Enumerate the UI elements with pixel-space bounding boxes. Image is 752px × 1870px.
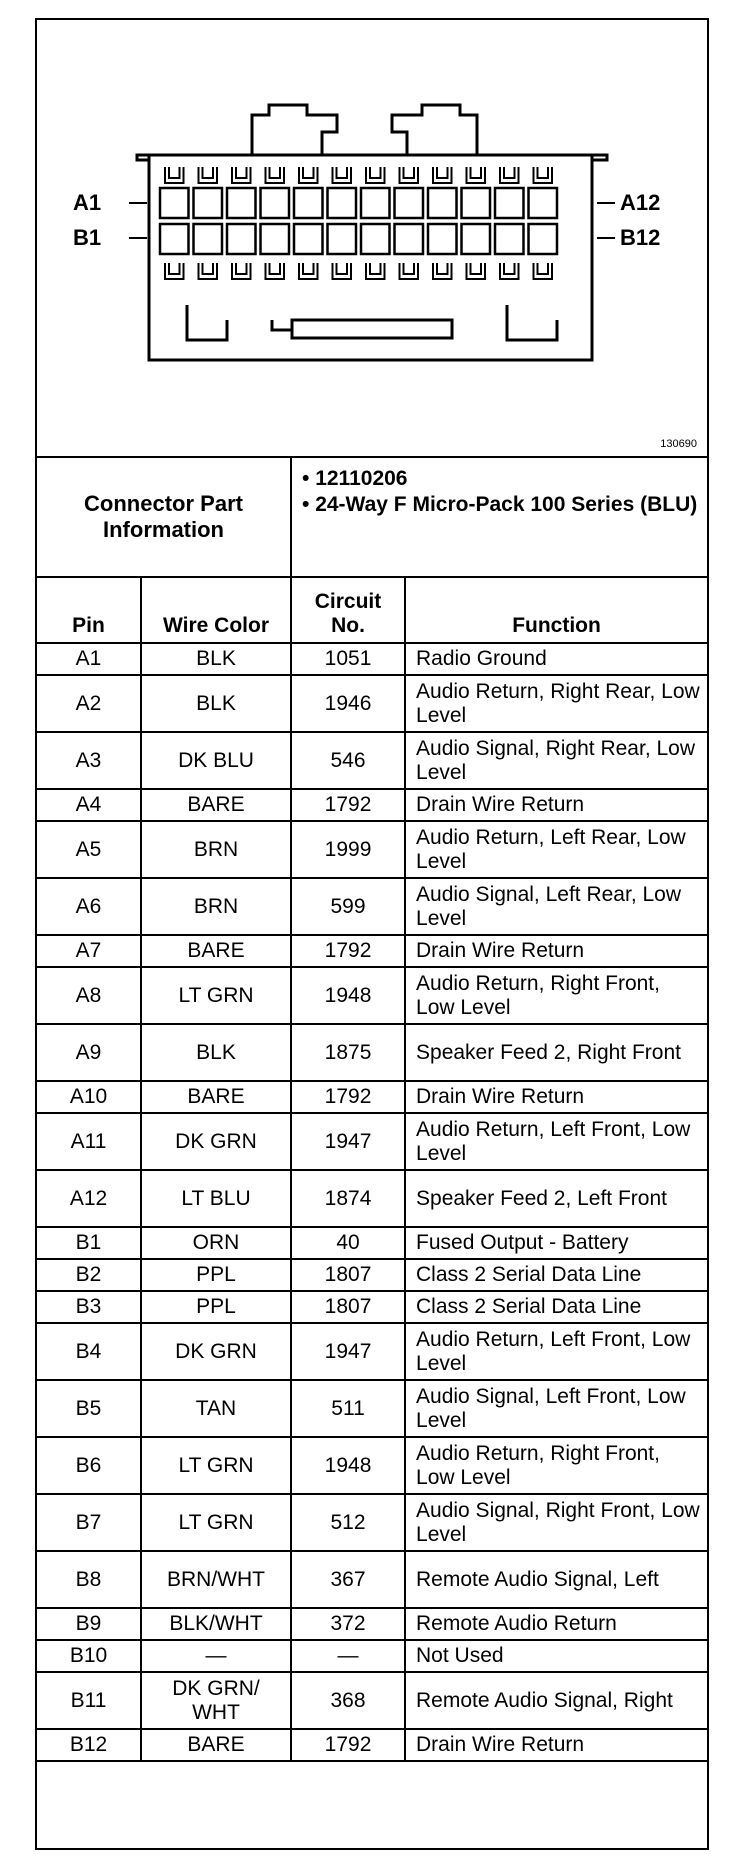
terminal-tooth-bottom: [165, 263, 184, 279]
cell-circuit: 1947: [291, 1323, 405, 1380]
terminal-tooth-bottom: [433, 263, 452, 279]
cell-function: Audio Return, Right Front, Low Level: [405, 967, 707, 1024]
cavity-b: [462, 224, 491, 254]
terminal-tooth-top: [333, 167, 352, 183]
figure-number: 130690: [660, 438, 697, 450]
table-row: [37, 821, 707, 878]
cavity-a: [361, 188, 390, 218]
terminal-tooth-top: [165, 167, 184, 183]
cell-function: Drain Wire Return: [405, 1081, 707, 1113]
cell-function: Audio Return, Left Rear, Low Level: [405, 821, 707, 878]
cell-function: Class 2 Serial Data Line: [405, 1259, 707, 1291]
cell-function: Drain Wire Return: [405, 789, 707, 821]
cell-function: Audio Signal, Left Front, Low Level: [405, 1380, 707, 1437]
table-row: [37, 878, 707, 935]
cell-wire-color: BRN: [141, 878, 291, 935]
cell-circuit: 599: [291, 878, 405, 935]
cavity-a: [294, 188, 323, 218]
cell-wire-color: BARE: [141, 789, 291, 821]
cell-wire-color: —: [141, 1640, 291, 1672]
table-row: [37, 1494, 707, 1551]
cell-function: Remote Audio Signal, Left: [405, 1551, 707, 1608]
table-row: [37, 1323, 707, 1380]
cell-pin: A6: [37, 878, 141, 935]
table-row: [37, 1380, 707, 1437]
terminal-tooth-bottom: [299, 263, 318, 279]
cell-function: Audio Return, Right Rear, Low Level: [405, 675, 707, 732]
table-row: [37, 1259, 707, 1291]
cell-circuit: 368: [291, 1672, 405, 1729]
cell-wire-color: BARE: [141, 935, 291, 967]
terminal-tooth-top: [500, 167, 519, 183]
cavity-a: [462, 188, 491, 218]
terminal-tooth-bottom: [534, 263, 553, 279]
table-row: [37, 732, 707, 789]
cell-circuit: 1947: [291, 1113, 405, 1170]
terminal-tooth-top: [366, 167, 385, 183]
cell-pin: A8: [37, 967, 141, 1024]
cell-function: Remote Audio Return: [405, 1608, 707, 1640]
cell-wire-color: BRN/WHT: [141, 1551, 291, 1608]
cell-wire-color: LT GRN: [141, 967, 291, 1024]
cell-function: Audio Signal, Left Rear, Low Level: [405, 878, 707, 935]
cell-wire-color: BLK/WHT: [141, 1608, 291, 1640]
cell-wire-color: BLK: [141, 1024, 291, 1081]
cell-wire-color: BLK: [141, 675, 291, 732]
terminal-tooth-bottom: [333, 263, 352, 279]
cell-function: Speaker Feed 2, Left Front: [405, 1170, 707, 1227]
cavity-b: [227, 224, 256, 254]
terminal-tooth-top: [266, 167, 285, 183]
cavity-b: [428, 224, 457, 254]
cavity-b: [294, 224, 323, 254]
cell-pin: B5: [37, 1380, 141, 1437]
cell-pin: B10: [37, 1640, 141, 1672]
connector-info-item: • 12110206: [302, 467, 408, 490]
terminal-tooth-bottom: [232, 263, 251, 279]
connector-info-list: [291, 457, 707, 577]
cell-pin: A3: [37, 732, 141, 789]
cell-circuit: 511: [291, 1380, 405, 1437]
cell-wire-color: BLK: [141, 643, 291, 675]
connector-info-title-line1: Connector Part: [84, 491, 243, 516]
cell-function: Audio Signal, Right Rear, Low Level: [405, 732, 707, 789]
table-row: [37, 1729, 707, 1761]
cell-circuit: 512: [291, 1494, 405, 1551]
connector-sheet: [35, 18, 709, 1850]
cell-pin: B1: [37, 1227, 141, 1259]
cell-circuit: 546: [291, 732, 405, 789]
terminal-tooth-top: [433, 167, 452, 183]
connector-info-title-line2: Information: [103, 517, 224, 542]
cavity-b: [495, 224, 524, 254]
table-row: [37, 1227, 707, 1259]
cell-function: Class 2 Serial Data Line: [405, 1291, 707, 1323]
cell-function: Fused Output - Battery: [405, 1227, 707, 1259]
cavity-a: [328, 188, 357, 218]
connector-info-row: [37, 457, 707, 577]
cavity-b: [261, 224, 290, 254]
table-row: [37, 1081, 707, 1113]
cell-function: Drain Wire Return: [405, 1729, 707, 1761]
cell-function: Audio Return, Right Front, Low Level: [405, 1437, 707, 1494]
cell-wire-color: BARE: [141, 1729, 291, 1761]
connector-info-title: [37, 457, 291, 577]
connector-info-item: • 24-Way F Micro-Pack 100 Series (BLU): [302, 493, 698, 516]
pin-label-b1: B1: [73, 225, 102, 250]
table-row: [37, 967, 707, 1024]
cell-pin: B11: [37, 1672, 141, 1729]
table-row: [37, 1551, 707, 1608]
cavity-a: [160, 188, 189, 218]
cell-wire-color: PPL: [141, 1291, 291, 1323]
header-circuit: Circuit No.: [291, 577, 405, 643]
cell-circuit: 1807: [291, 1259, 405, 1291]
cell-function: Audio Return, Left Front, Low Level: [405, 1323, 707, 1380]
cavity-b: [529, 224, 558, 254]
cell-circuit: 1948: [291, 1437, 405, 1494]
table-row: [37, 1640, 707, 1672]
cell-function: Speaker Feed 2, Right Front: [405, 1024, 707, 1081]
cell-circuit: 1792: [291, 935, 405, 967]
cell-pin: B9: [37, 1608, 141, 1640]
cavity-a: [194, 188, 223, 218]
cell-pin: A7: [37, 935, 141, 967]
cell-function: Not Used: [405, 1640, 707, 1672]
cell-circuit: 1807: [291, 1291, 405, 1323]
cell-circuit: 372: [291, 1608, 405, 1640]
cell-function: Audio Signal, Right Front, Low Level: [405, 1494, 707, 1551]
terminal-tooth-bottom: [400, 263, 419, 279]
cavity-b: [395, 224, 424, 254]
terminal-tooth-bottom: [366, 263, 385, 279]
cell-pin: B8: [37, 1551, 141, 1608]
cavity-b: [160, 224, 189, 254]
cavity-a: [428, 188, 457, 218]
cell-pin: B7: [37, 1494, 141, 1551]
header-pin: Pin: [37, 577, 141, 643]
pin-label-b12: B12: [620, 225, 661, 250]
terminal-tooth-bottom: [266, 263, 285, 279]
cell-wire-color: DK GRN/ WHT: [141, 1672, 291, 1729]
cavity-a: [529, 188, 558, 218]
cavity-a: [227, 188, 256, 218]
connector-diagram: [37, 20, 707, 458]
table-row: [37, 789, 707, 821]
cell-wire-color: DK BLU: [141, 732, 291, 789]
cell-pin: A5: [37, 821, 141, 878]
pinout-table: [37, 456, 707, 1762]
terminal-tooth-top: [534, 167, 553, 183]
cell-pin: B12: [37, 1729, 141, 1761]
cell-pin: A2: [37, 675, 141, 732]
cavity-a: [261, 188, 290, 218]
table-header-row: [37, 577, 707, 643]
terminal-tooth-top: [299, 167, 318, 183]
table-row: [37, 643, 707, 675]
cell-wire-color: TAN: [141, 1380, 291, 1437]
terminal-tooth-bottom: [199, 263, 218, 279]
cell-circuit: 1875: [291, 1024, 405, 1081]
cavity-b: [328, 224, 357, 254]
table-row: [37, 935, 707, 967]
cell-circuit: 1792: [291, 789, 405, 821]
pin-label-a1: A1: [73, 190, 102, 215]
header-wire-color: Wire Color: [141, 577, 291, 643]
cell-circuit: 367: [291, 1551, 405, 1608]
cell-function: Audio Return, Left Front, Low Level: [405, 1113, 707, 1170]
cell-wire-color: LT GRN: [141, 1437, 291, 1494]
cell-circuit: 1999: [291, 821, 405, 878]
table-row: [37, 1437, 707, 1494]
cell-pin: B3: [37, 1291, 141, 1323]
table-row: [37, 1291, 707, 1323]
cell-pin: A1: [37, 643, 141, 675]
cell-wire-color: BRN: [141, 821, 291, 878]
cell-circuit: —: [291, 1640, 405, 1672]
cavity-a: [395, 188, 424, 218]
table-row: [37, 1024, 707, 1081]
cell-pin: B6: [37, 1437, 141, 1494]
terminal-tooth-top: [467, 167, 486, 183]
cell-pin: B2: [37, 1259, 141, 1291]
terminal-tooth-top: [400, 167, 419, 183]
cell-circuit: 1051: [291, 643, 405, 675]
header-function: Function: [405, 577, 707, 643]
terminal-tooth-bottom: [467, 263, 486, 279]
cell-circuit: 1948: [291, 967, 405, 1024]
table-row: [37, 675, 707, 732]
cell-function: Radio Ground: [405, 643, 707, 675]
cell-circuit: 1792: [291, 1081, 405, 1113]
cavity-a: [495, 188, 524, 218]
cell-wire-color: BARE: [141, 1081, 291, 1113]
cell-wire-color: PPL: [141, 1259, 291, 1291]
cell-function: Drain Wire Return: [405, 935, 707, 967]
connector-drawing: [37, 20, 707, 456]
table-row: [37, 1672, 707, 1729]
cell-pin: A11: [37, 1113, 141, 1170]
table-row: [37, 1608, 707, 1640]
cell-circuit: 40: [291, 1227, 405, 1259]
cell-pin: A12: [37, 1170, 141, 1227]
cell-pin: A10: [37, 1081, 141, 1113]
cell-wire-color: ORN: [141, 1227, 291, 1259]
cell-circuit: 1874: [291, 1170, 405, 1227]
cell-function: Remote Audio Signal, Right: [405, 1672, 707, 1729]
cell-circuit: 1792: [291, 1729, 405, 1761]
cavity-b: [361, 224, 390, 254]
cell-pin: A9: [37, 1024, 141, 1081]
cell-wire-color: DK GRN: [141, 1323, 291, 1380]
cell-wire-color: LT GRN: [141, 1494, 291, 1551]
cell-wire-color: LT BLU: [141, 1170, 291, 1227]
cavity-b: [194, 224, 223, 254]
terminal-tooth-top: [232, 167, 251, 183]
table-row: [37, 1113, 707, 1170]
cell-pin: B4: [37, 1323, 141, 1380]
cell-wire-color: DK GRN: [141, 1113, 291, 1170]
cell-circuit: 1946: [291, 675, 405, 732]
terminal-tooth-bottom: [500, 263, 519, 279]
cell-pin: A4: [37, 789, 141, 821]
terminal-tooth-top: [199, 167, 218, 183]
table-row: [37, 1170, 707, 1227]
pin-label-a12: A12: [620, 190, 661, 215]
